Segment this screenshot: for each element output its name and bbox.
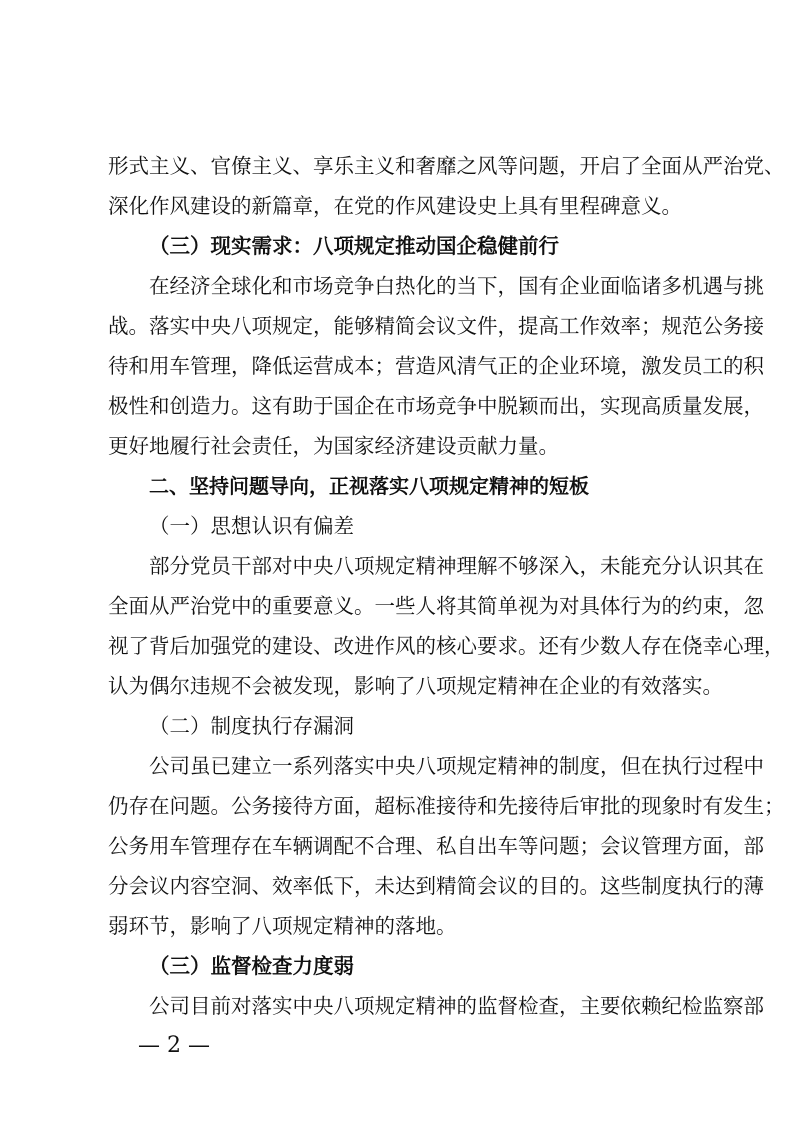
paragraph-line: 战。落实中央八项规定，能够精简会议文件，提高工作效率；规范公务接 bbox=[108, 314, 764, 338]
paragraph-line: 待和用车管理，降低运营成本；营造风清气正的企业环境，激发员工的积 bbox=[108, 354, 764, 378]
paragraph-line: 分会议内容空洞、效率低下，未达到精简会议的目的。这些制度执行的薄 bbox=[108, 874, 764, 898]
paragraph-line: 深化作风建设的新篇章，在党的作风建设史上具有里程碑意义。 bbox=[108, 194, 682, 218]
paragraph-line: 在经济全球化和市场竞争白热化的当下，国有企业面临诸多机遇与挑 bbox=[149, 274, 764, 298]
section-heading: （三）现实需求：八项规定推动国企稳健前行 bbox=[149, 234, 559, 258]
paragraph-line: 公司目前对落实中央八项规定精神的监督检查，主要依赖纪检监察部 bbox=[149, 994, 764, 1018]
paragraph-line: 公务用车管理存在车辆调配不合理、私自出车等问题；会议管理方面，部 bbox=[108, 834, 764, 858]
document-body bbox=[108, 146, 785, 1026]
paragraph-line: 弱环节，影响了八项规定精神的落地。 bbox=[108, 914, 457, 938]
paragraph-line: 全面从严治党中的重要意义。一些人将其简单视为对具体行为的约束，忽 bbox=[108, 594, 764, 618]
paragraph-line: 部分党员干部对中央八项规定精神理解不够深入，未能充分认识其在 bbox=[149, 554, 764, 578]
paragraph-line: 公司虽已建立一系列落实中央八项规定精神的制度，但在执行过程中 bbox=[149, 754, 764, 778]
page-number: — 2 — bbox=[138, 1033, 210, 1058]
section-heading: （三）监督检查力度弱 bbox=[149, 954, 354, 978]
paragraph-line: 认为偶尔违规不会被发现，影响了八项规定精神在企业的有效落实。 bbox=[108, 674, 723, 698]
paragraph-line: 形式主义、官僚主义、享乐主义和奢靡之风等问题，开启了全面从严治党、 bbox=[108, 154, 785, 178]
paragraph-line: 视了背后加强党的建设、改进作风的核心要求。还有少数人存在侥幸心理， bbox=[108, 634, 785, 658]
chapter-heading: 二、坚持问题导向，正视落实八项规定精神的短板 bbox=[149, 474, 589, 498]
section-heading: （一）思想认识有偏差 bbox=[149, 514, 354, 538]
paragraph-line: 极性和创造力。这有助于国企在市场竞争中脱颖而出，实现高质量发展， bbox=[108, 394, 764, 418]
section-heading: （二）制度执行存漏洞 bbox=[149, 714, 354, 738]
paragraph-line: 仍存在问题。公务接待方面，超标准接待和先接待后审批的现象时有发生； bbox=[108, 794, 785, 818]
paragraph-line: 更好地履行社会责任，为国家经济建设贡献力量。 bbox=[108, 434, 559, 458]
